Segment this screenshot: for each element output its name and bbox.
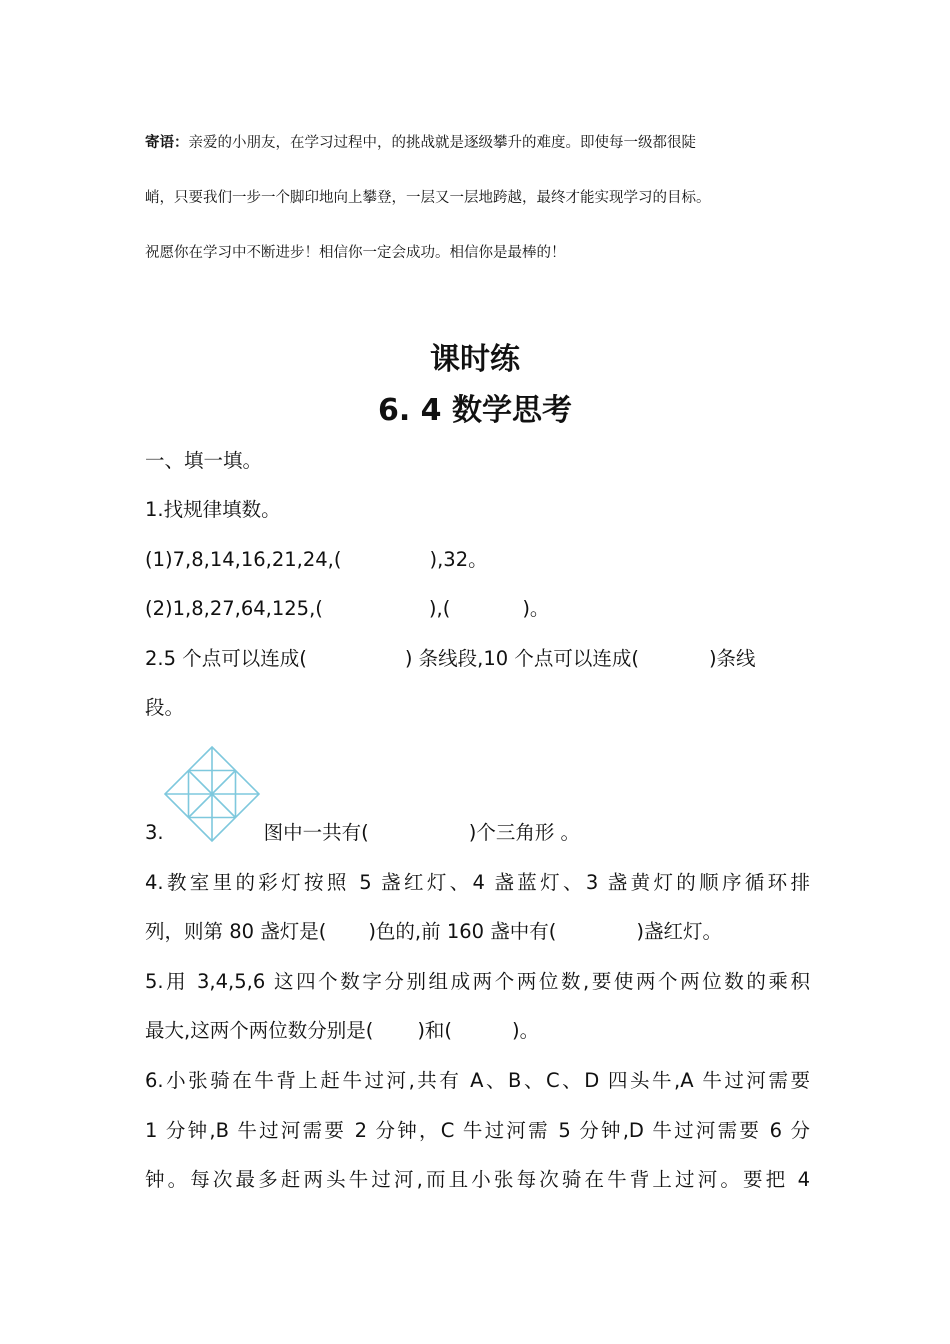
page-title: 课时练 bbox=[430, 342, 520, 377]
question-1-part-2: (2)1,8,27,64,125,( ),( )。 bbox=[145, 597, 550, 620]
motto-line-2: 峭，只要我们一步一个脚印地向上攀登，一层又一层地跨越，最终才能实现学习的目标。 bbox=[145, 190, 711, 206]
question-6-line-1: 6.小张骑在牛背上赶牛过河,共有 A、B、C、D 四头牛,A 牛过河需要 bbox=[145, 1069, 810, 1092]
question-1-stem: 1.找规律填数。 bbox=[145, 498, 281, 521]
question-1-part-1: (1)7,8,14,16,21,24,( ),32。 bbox=[145, 548, 488, 571]
lesson-title: 6. 4 数学思考 bbox=[377, 393, 573, 428]
question-5-line-2: 最大,这两个两位数分别是( )和( )。 bbox=[145, 1019, 540, 1042]
question-4-line-2: 列，则第 80 盏灯是( )色的,前 160 盏中有( )盏红灯。 bbox=[145, 920, 722, 943]
question-6-line-3: 钟。每次最多赶两头牛过河,而且小张每次骑在牛背上过河。要把 4 bbox=[145, 1168, 810, 1191]
section-heading: 一、填一填。 bbox=[145, 449, 263, 472]
question-6-line-2: 1 分钟,B 牛过河需要 2 分钟，C 牛过河需 5 分钟,D 牛过河需要 6 分 bbox=[145, 1119, 810, 1142]
question-3: 3. 图中一共有( )个三角形 。 bbox=[145, 821, 581, 844]
motto-label: 寄语： bbox=[145, 134, 189, 151]
question-2-line-1: 2.5 个点可以连成( ) 条线段,10 个点可以连成( )条线 bbox=[145, 647, 756, 670]
motto-line-1: 寄语：亲爱的小朋友，在学习过程中，的挑战就是逐级攀升的难度。即使每一级都很陡 bbox=[145, 134, 696, 151]
question-5-line-1: 5.用 3,4,5,6 这四个数字分别组成两个两位数,要使两个两位数的乘积 bbox=[145, 970, 810, 993]
motto-line-3: 祝愿你在学习中不断进步！相信你一定会成功。相信你是最棒的！ bbox=[145, 245, 566, 261]
question-4-line-1: 4.教室里的彩灯按照 5 盏红灯、4 盏蓝灯、3 盏黄灯的顺序循环排 bbox=[145, 871, 810, 894]
question-2-line-2: 段。 bbox=[145, 696, 185, 719]
